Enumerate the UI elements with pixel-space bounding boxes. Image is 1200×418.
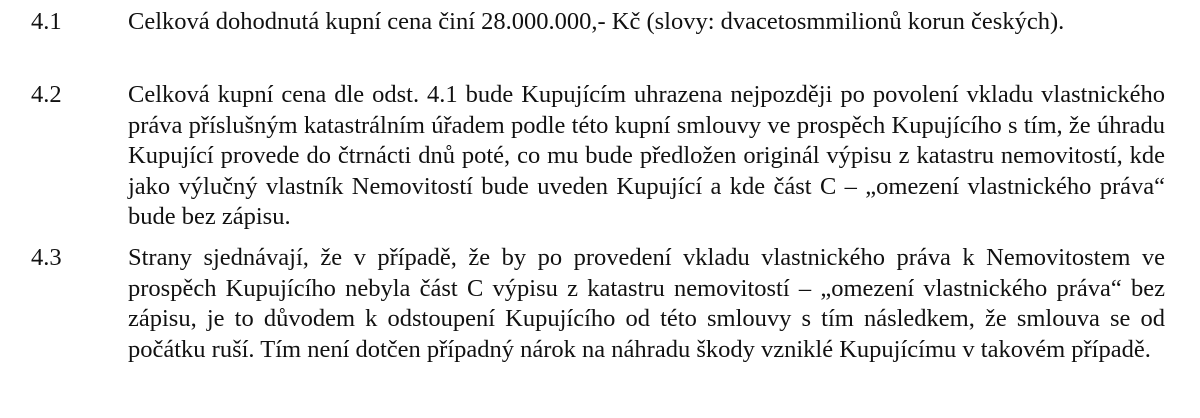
clause-number: 4.2 xyxy=(31,81,62,108)
clause-text: Celková dohodnutá kupní cena činí 28.000.000,- Kč (slovy: dvacetosmmilionů korun českých). xyxy=(128,8,1065,35)
clause-number: 4.3 xyxy=(31,244,62,271)
clause-number: 4.1 xyxy=(31,8,62,35)
clause-text: Strany sjednávají, že v případě, že by po provedení vkladu vlastnického práva k Nemovitostem ve prospěch Kupujícího nebyla část C výpisu z katastru nemovitostí – „omezení vlastnického práva“ bez zápisu, je to důvodem k odstoupení Kupujícího od této smlouvy s tím následkem, že smlouva se od počátku ruší. Tím není dotčen případný nárok na náhradu škody vzniklé Kupujícímu v takovém případě. xyxy=(128,244,1165,363)
clause-text: Celková kupní cena dle odst. 4.1 bude Kupujícím uhrazena nejpozději po povolení vkladu vlastnického práva příslušným katastrálním úřadem podle této kupní smlouvy ve prospěch Kupujícího s tím, že úhradu Kupující provede do čtrnácti dnů poté, co mu bude předložen originál výpisu z katastru nemovitostí, kde jako výlučný vlastník Nemovitostí bude uveden Kupující a kde část C – „omezení vlastnického práva“ bude bez zápisu. xyxy=(128,81,1165,230)
